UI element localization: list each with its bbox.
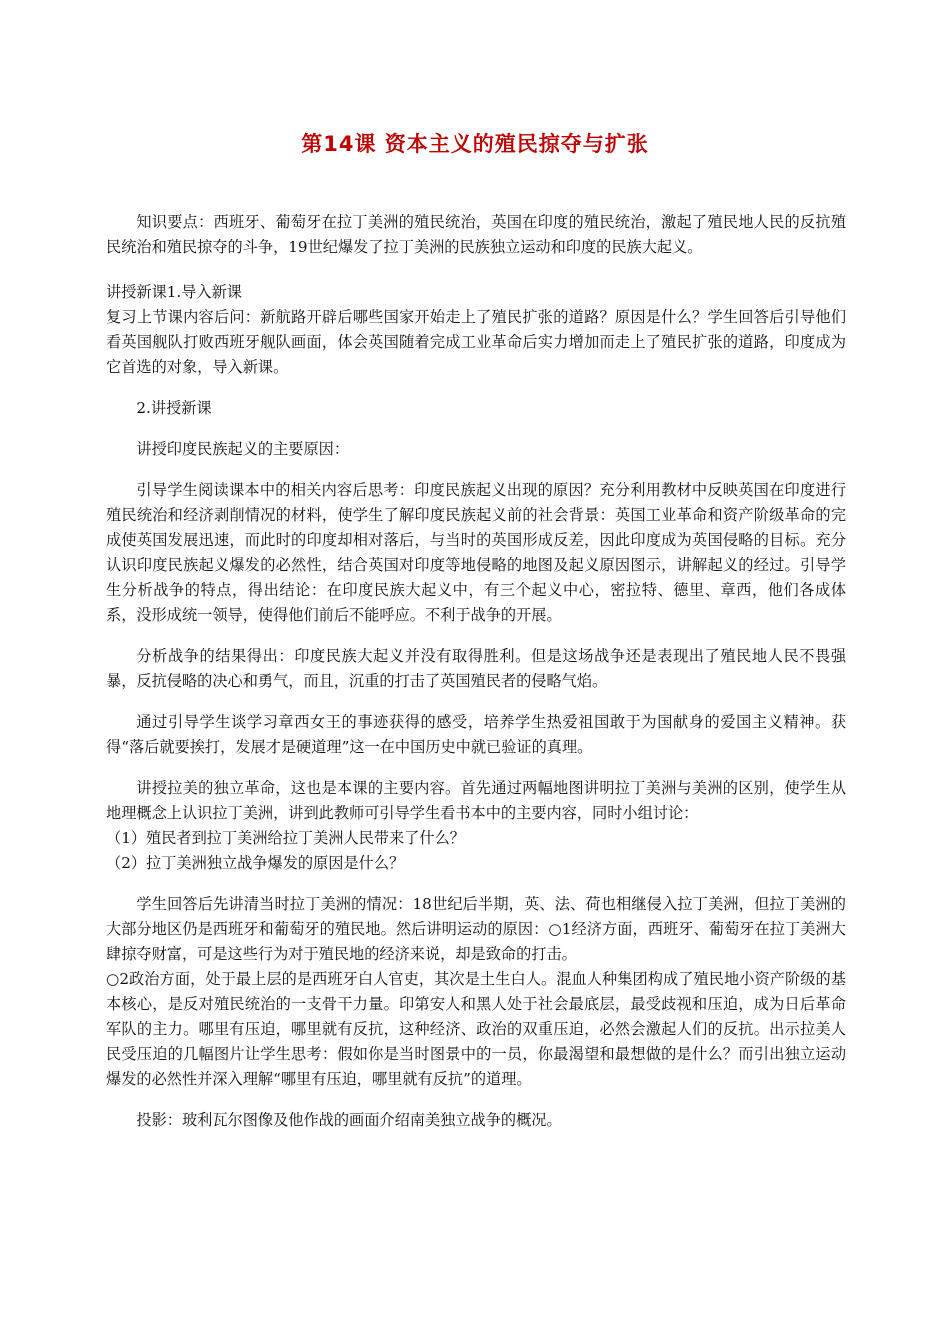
student-answer-paragraph: 学生回答后先讲清当时拉丁美洲的情况：18世纪后半期，英、法、荷也相继侵入拉丁美洲，但拉丁美洲的大部分地区仍是西班牙和葡萄牙的殖民地。然后讲明运动的原因：○1经济方面，西班牙、葡萄牙在拉丁美洲大肆掠夺财富，可是这些行为对于殖民地的经济来说，却是致命的打击。 [106,895,846,963]
queen-paragraph: 通过引导学生谈学习章西女王的事迹获得的感受，培养学生热爱祖国敢于为国献身的爱国主义精神。获得“落后就要挨打，发展才是硬道理”这一在中国历史中就已验证的真理。 [106,713,846,756]
latin-america-paragraph: 讲授拉美的独立革命，这也是本课的主要内容。首先通过两幅地图讲明拉丁美洲与美洲的区别，使学生从地理概念上认识拉丁美洲，讲到此教师可引导学生看书本中的主要内容，同时小组讨论： [106,779,846,822]
politics-paragraph: ○2政治方面，处于最上层的是西班牙白人官吏，其次是土生白人。混血人种集团构成了殖民地小资产阶级的基本核心，是反对殖民统治的一支骨干力量。印第安人和黑人处于社会最底层，最受歧视和压迫，成为日后革命军队的主力。哪里有压迫，哪里就有反抗，这种经济、政治的双重压迫，必然会激起人们的反抗。出示拉美人民受压迫的几幅图片让学生思考：假如你是当时图景中的一员，你最渴望和最想做的是什么？而引出独立运动爆发的必然性并深入理解“哪里有压迫，哪里就有反抗”的道理。 [106,970,846,1088]
projection-paragraph: 投影：玻利瓦尔图像及他作战的画面介绍南美独立战争的概况。 [136,1111,562,1129]
knowledge-points-paragraph: 知识要点：西班牙、葡萄牙在拉丁美洲的殖民统治，英国在印度的殖民统治，激起了殖民地人民的反抗殖民统治和殖民掠夺的斗争，19世纪爆发了拉丁美洲的民族独立运动和印度的民族大起义。 [106,213,846,256]
page-title: 第14课 资本主义的殖民掠夺与扩张 [301,132,649,156]
document-body [106,210,846,1133]
new-lesson-heading: 讲授新课1.导入新课 [106,283,242,301]
war-result-paragraph: 分析战争的结果得出：印度民族大起义并没有取得胜利。但是这场战争还是表现出了殖民地人民不畏强暴，反抗侵略的决心和勇气，而且，沉重的打击了英国殖民者的侵略气焰。 [106,647,846,690]
discussion-question-2: （2）拉丁美洲独立战争爆发的原因是什么？ [106,854,405,872]
india-reasons-heading: 讲授印度民族起义的主要原因： [136,440,350,458]
section-heading-2: 2.讲授新课 [136,399,212,417]
guide-reading-paragraph: 引导学生阅读课本中的相关内容后思考：印度民族起义出现的原因？充分利用教材中反映英国在印度进行殖民统治和经济剥削情况的材料，使学生了解印度民族起义前的社会背景：英国工业革命和资产阶级革命的完成使英国发展迅速，而此时的印度却相对落后，与当时的英国形成反差，因此印度成为英国侵略的目标。充分认识印度民族起义爆发的必然性，结合英国对印度等地侵略的地图及起义原因图示，讲解起义的经过。引导学生分析战争的特点，得出结论：在印度民族大起义中，有三个起义中心，密拉特、德里、章西，他们各成体系，没形成统一领导，使得他们前后不能呼应。不利于战争的开展。 [106,481,846,624]
review-paragraph: 复习上节课内容后问：新航路开辟后哪些国家开始走上了殖民扩张的道路？原因是什么？学生回答后引导他们看英国舰队打败西班牙舰队画面，体会英国随着完成工业革命后实力增加而走上了殖民扩张的道路，印度成为它首选的对象，导入新课。 [106,308,846,376]
discussion-question-1: （1）殖民者到拉丁美洲给拉丁美洲人民带来了什么？ [106,829,465,847]
